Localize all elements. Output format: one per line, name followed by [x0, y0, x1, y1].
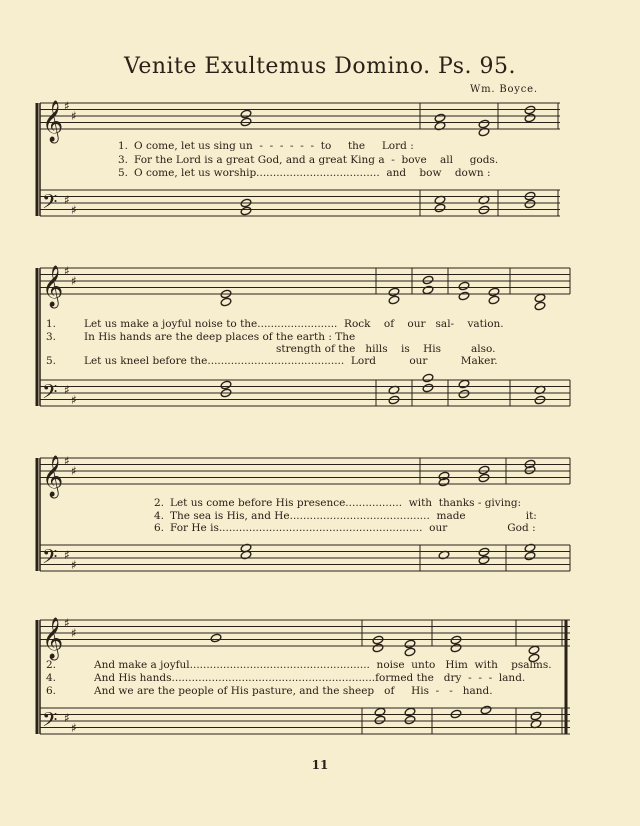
sharp-sign: ♯: [64, 383, 70, 397]
sharp-sign: ♯: [71, 464, 77, 478]
sharp-sign: ♯: [64, 711, 70, 725]
notehead: [388, 287, 400, 297]
notehead: [458, 281, 470, 291]
notehead: [530, 711, 542, 721]
verse-number: 4.: [46, 672, 57, 684]
lyric-line: O come, let us sing un - - - - - - to the Lord :: [134, 140, 414, 152]
notehead: [524, 113, 536, 123]
notehead: [478, 555, 490, 565]
hymn-title: Venite Exultemus Domino. Ps. 95.: [123, 54, 517, 79]
notehead: [388, 295, 400, 305]
verse-number: 2.: [154, 497, 165, 509]
verse-number: 3.: [46, 331, 57, 343]
notehead: [422, 275, 434, 285]
notehead: [422, 285, 434, 295]
verse-number: 4.: [154, 510, 165, 522]
lyric-line: The sea is His, and He.......................................... made it:: [170, 510, 537, 522]
sharp-sign: ♯: [71, 558, 77, 572]
verse-number: 6.: [46, 685, 57, 697]
lyric-line: And His hands.............................................................formed the dry - - - land.: [94, 672, 526, 684]
notehead: [528, 645, 540, 655]
sharp-sign: ♯: [71, 274, 77, 288]
sharp-sign: ♯: [71, 393, 77, 407]
notehead: [534, 293, 546, 303]
notehead: [478, 465, 490, 475]
verse-number: 6.: [154, 522, 165, 534]
lyric-line: In His hands are the deep places of the earth : The: [84, 331, 356, 343]
notehead: [404, 639, 416, 649]
bass-clef: 𝄢: [42, 708, 58, 736]
bass-clef: 𝄢: [42, 380, 58, 408]
sharp-sign: ♯: [71, 109, 77, 123]
lyric-line: Let us make a joyful noise to the........................ Rock of our sal- vation.: [84, 318, 504, 330]
page-number: 11: [311, 758, 329, 772]
notehead: [450, 643, 462, 653]
notehead: [220, 297, 232, 307]
sharp-sign: ♯: [64, 616, 70, 630]
notehead: [524, 551, 536, 561]
sharp-sign: ♯: [64, 99, 70, 113]
notehead: [240, 109, 252, 119]
notehead: [480, 705, 492, 715]
sharp-sign: ♯: [64, 193, 70, 207]
bass-clef: 𝄢: [42, 190, 58, 218]
notehead: [422, 383, 434, 393]
verse-number: 3.: [118, 154, 129, 166]
notehead: [478, 119, 490, 129]
notehead: [458, 379, 470, 389]
sharp-sign: ♯: [64, 454, 70, 468]
lyric-line: And we are the people of His pasture, and the sheep of His - - hand.: [94, 685, 493, 697]
verse-number: 2.: [46, 659, 57, 671]
verse-number: 1.: [46, 318, 57, 330]
sharp-sign: ♯: [64, 264, 70, 278]
sharp-sign: ♯: [64, 548, 70, 562]
notehead: [524, 199, 536, 209]
notehead: [458, 291, 470, 301]
notehead: [374, 707, 386, 717]
notehead: [404, 647, 416, 657]
notehead: [434, 113, 446, 123]
notehead: [372, 643, 384, 653]
bass-clef: 𝄢: [42, 545, 58, 573]
notehead: [220, 380, 232, 390]
notehead: [240, 206, 252, 216]
notehead: [422, 373, 434, 383]
composer-credit: Wm. Boyce.: [470, 84, 538, 95]
notehead: [488, 295, 500, 305]
lyric-line: Let us kneel before the......................................... Lord our Maker.: [84, 355, 498, 367]
treble-clef: 𝄞: [42, 101, 64, 142]
treble-clef: 𝄞: [42, 618, 64, 659]
treble-clef: 𝄞: [42, 266, 64, 307]
lyric-line: For He is............................................................. our God :: [170, 522, 536, 534]
notehead: [404, 707, 416, 717]
notehead: [534, 301, 546, 311]
notehead: [488, 287, 500, 297]
notehead: [374, 715, 386, 725]
lyric-line: strength of the hills is His also.: [276, 343, 496, 355]
notehead: [210, 633, 222, 643]
verse-number: 5.: [46, 355, 57, 367]
verse-number: 1.: [118, 140, 129, 152]
lyric-line: For the Lord is a great God, and a great King a - bove all gods.: [134, 154, 499, 166]
lyric-line: Let us come before His presence................. with thanks - giving:: [170, 497, 522, 509]
notehead: [458, 389, 470, 399]
sharp-sign: ♯: [71, 626, 77, 640]
lyric-line: And make a joyful...................................................... noise unto Him with psalms.: [94, 659, 552, 671]
lyric-line: O come, let us worship..................................... and bow down :: [134, 167, 491, 179]
verse-number: 5.: [118, 167, 129, 179]
sharp-sign: ♯: [71, 203, 77, 217]
notehead: [404, 715, 416, 725]
sharp-sign: ♯: [71, 721, 77, 735]
notehead: [434, 203, 446, 213]
treble-clef: 𝄞: [42, 456, 64, 497]
